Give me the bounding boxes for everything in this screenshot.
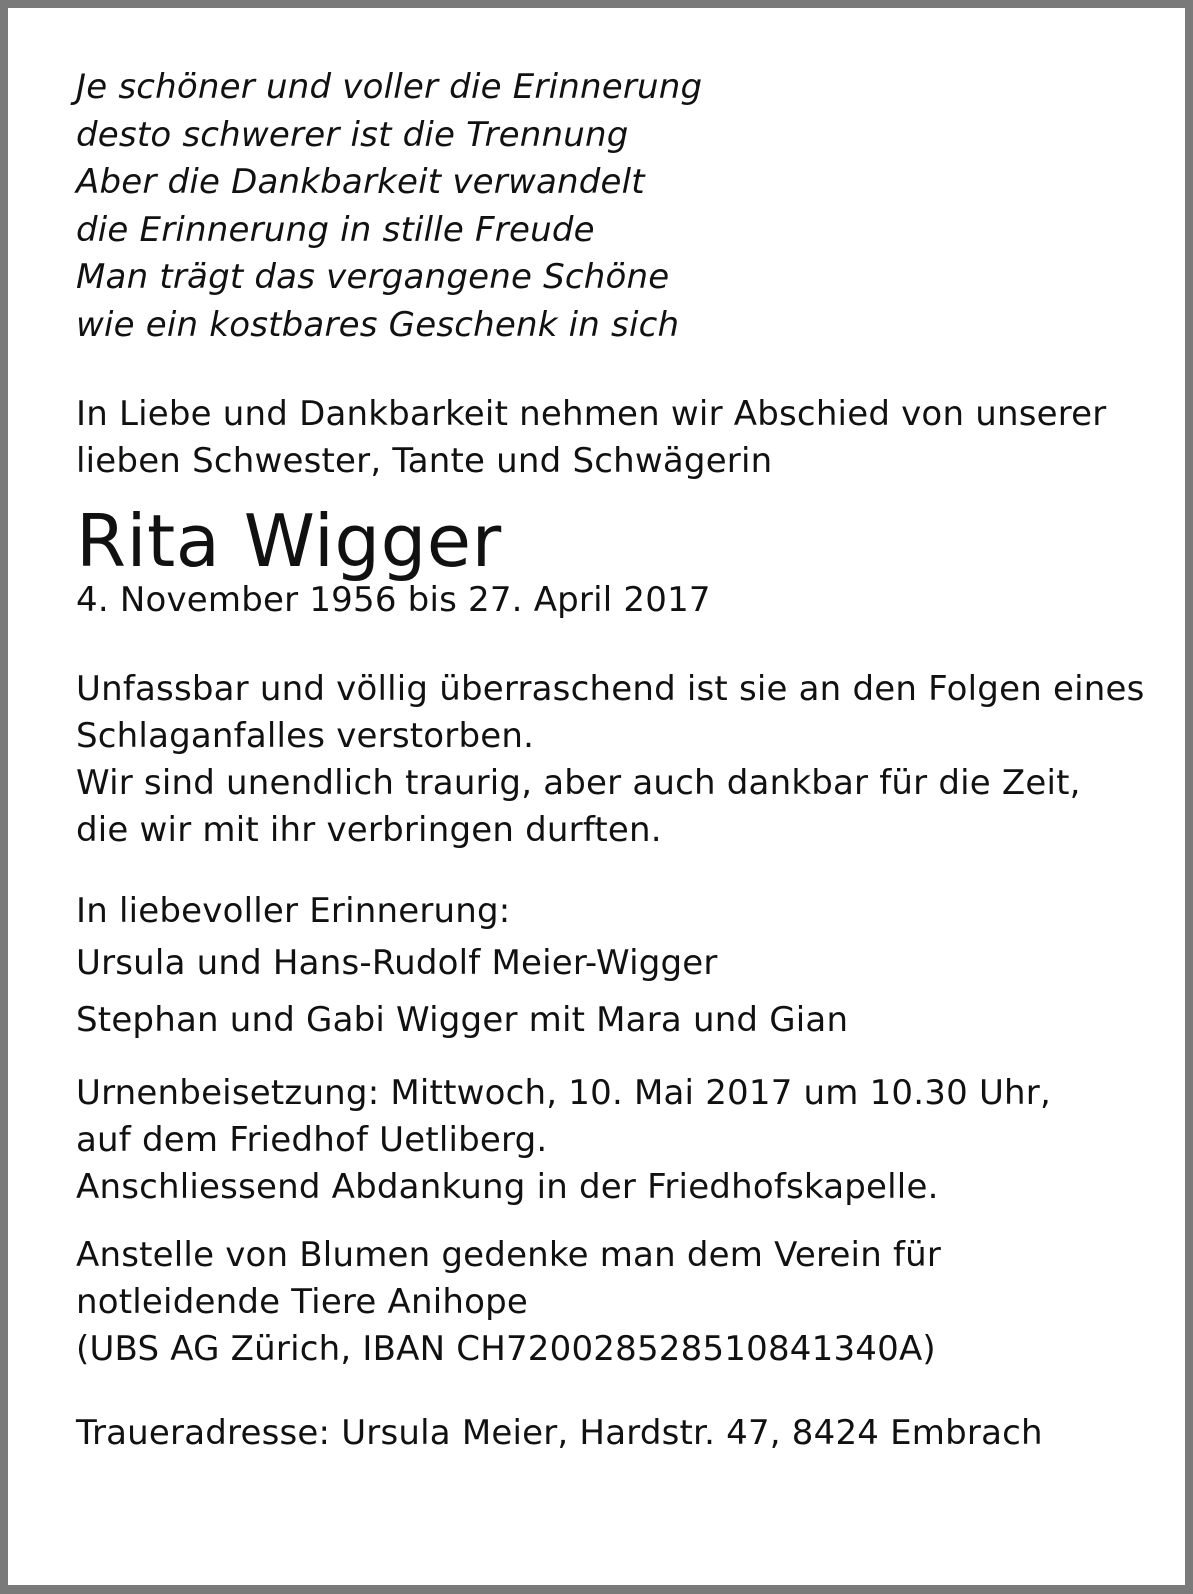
life-dates: 4. November 1956 bis 27. April 2017: [76, 580, 711, 620]
message-line: Wir sind unendlich traurig, aber auch dankbar für die Zeit,: [76, 763, 1081, 803]
mourner-entry: Stephan und Gabi Wigger mit Mara und Gian: [76, 1000, 849, 1040]
mourners-section: [76, 888, 1166, 1049]
intro-line: lieben Schwester, Tante und Schwägerin: [76, 441, 773, 481]
poem-line: Je schöner und voller die Erinnerung: [76, 67, 703, 107]
message-line: Unfassbar und völlig überraschend ist sie an den Folgen eines: [76, 669, 1145, 709]
poem-line: die Erinnerung in stille Freude: [76, 209, 595, 250]
mourning-address: Traueradresse: Ursula Meier, Hardstr. 47, 8424 Embrach: [76, 1413, 1043, 1453]
remember-heading: In liebevoller Erinnerung:: [76, 891, 511, 931]
mourners-list: [76, 935, 1166, 1049]
message-line: die wir mit ihr verbringen durften.: [76, 810, 662, 850]
poem: [76, 64, 1166, 349]
poem-line: Aber die Dankbarkeit verwandelt: [76, 162, 645, 202]
message-line: Schlaganfalles verstorben.: [76, 716, 535, 756]
poem-line: wie ein kostbares Geschenk in sich: [76, 304, 680, 345]
funeral-line: Urnenbeisetzung: Mittwoch, 10. Mai 2017 um 10.30 Uhr,: [76, 1073, 1051, 1113]
intro-text: [76, 391, 1166, 485]
donation-line: notleidende Tiere Anihope: [76, 1282, 528, 1322]
donation-note: [76, 1232, 1166, 1373]
poem-line: desto schwerer ist die Trennung: [76, 114, 629, 155]
funeral-details: [76, 1070, 1166, 1211]
mourner-entry: Ursula und Hans-Rudolf Meier-Wigger: [76, 943, 718, 983]
deceased-name: Rita Wigger: [76, 499, 502, 583]
obituary-content: [76, 64, 1166, 1457]
poem-line: Man trägt das vergangene Schöne: [76, 257, 670, 297]
funeral-line: auf dem Friedhof Uetliberg.: [76, 1120, 548, 1160]
message-text: [76, 666, 1166, 854]
donation-line: (UBS AG Zürich, IBAN CH7200285285108413​40A): [76, 1329, 936, 1369]
funeral-line: Anschliessend Abdankung in der Friedhofskapelle.: [76, 1167, 939, 1207]
intro-line: In Liebe und Dankbarkeit nehmen wir Abschied von unserer: [76, 394, 1107, 434]
donation-line: Anstelle von Blumen gedenke man dem Verein für: [76, 1235, 942, 1275]
